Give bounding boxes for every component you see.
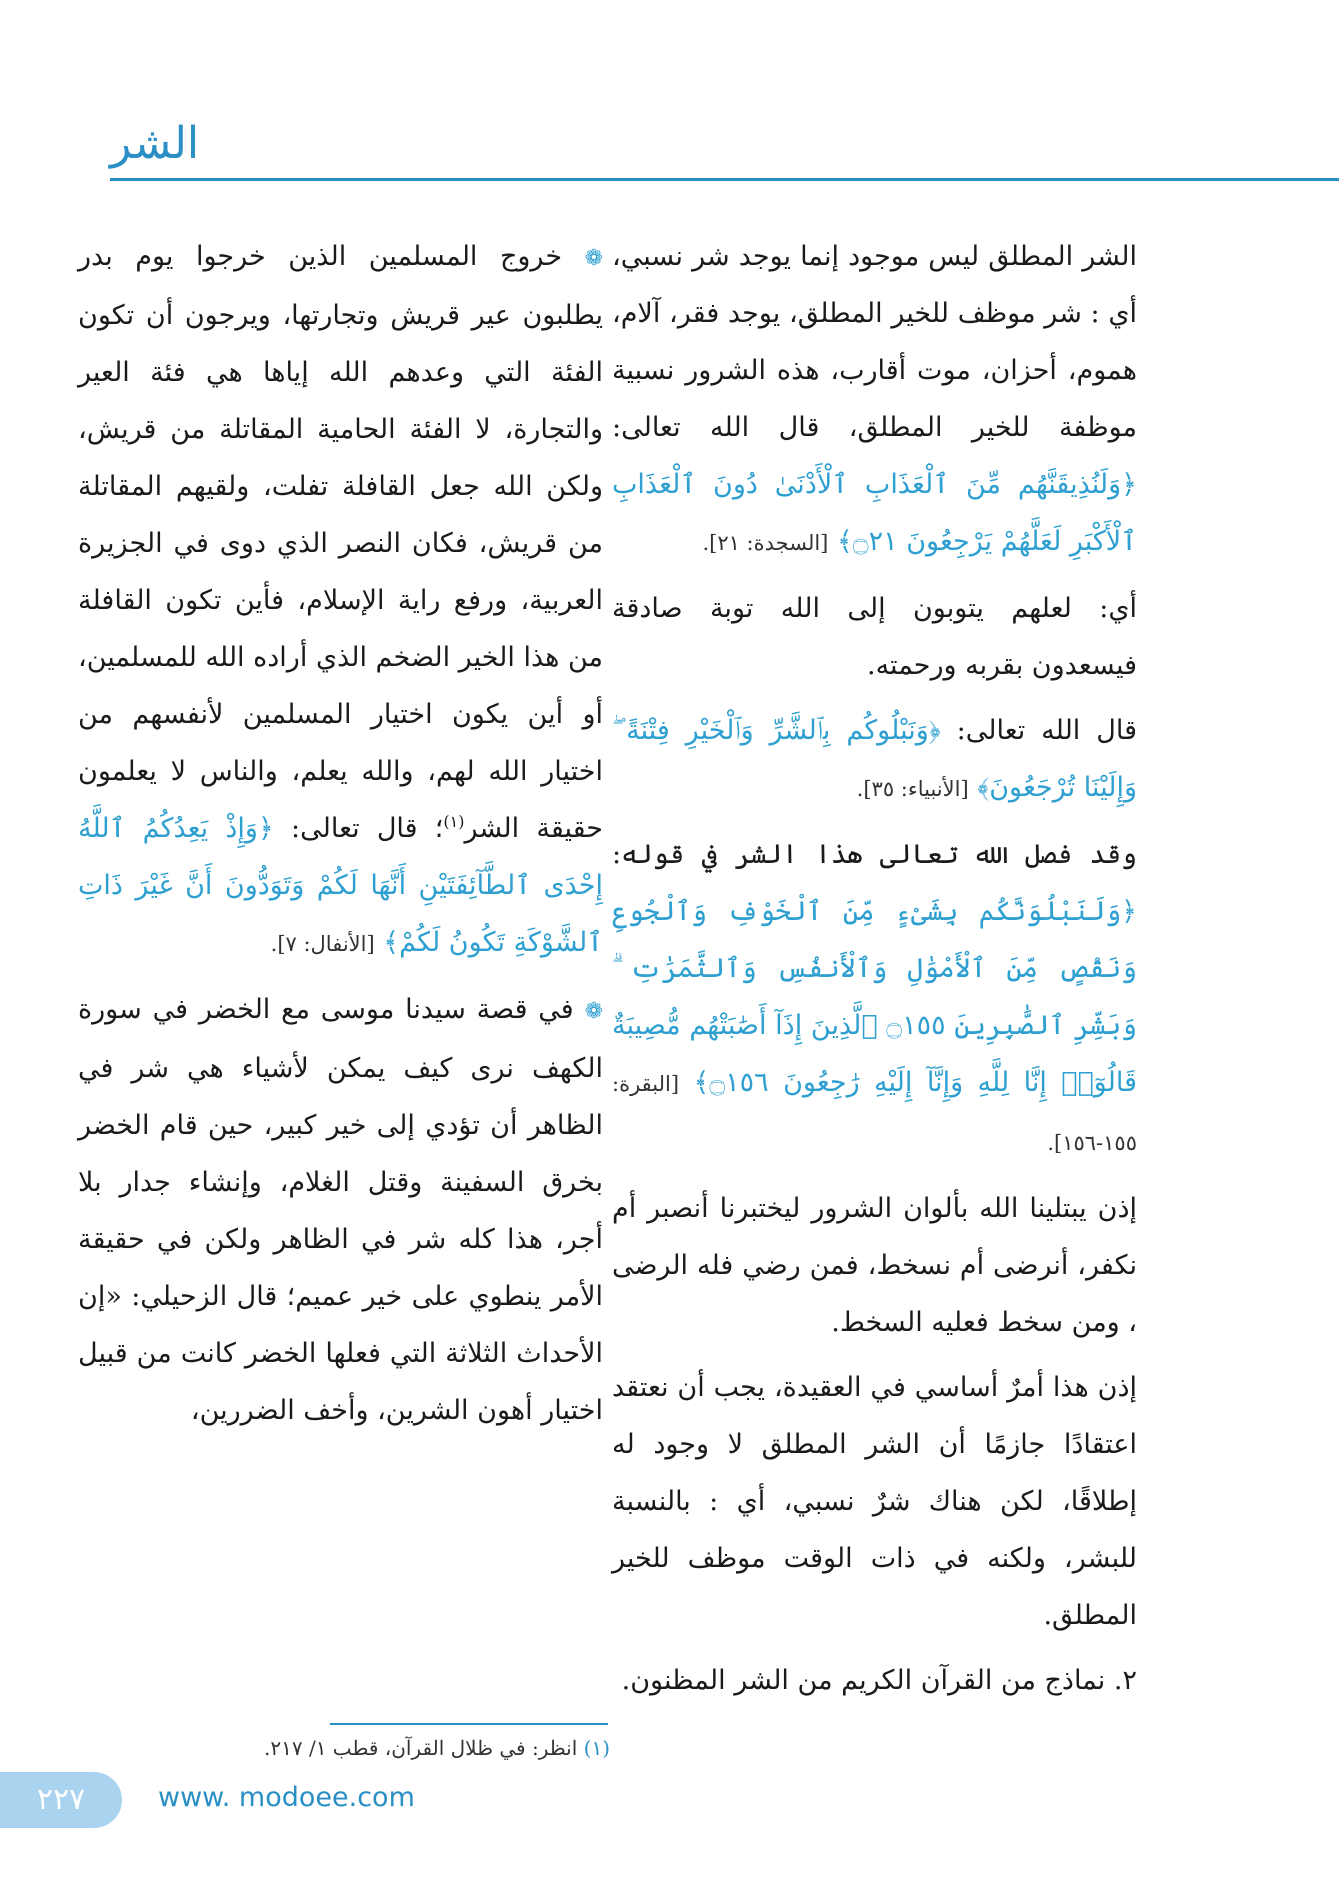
footnote-marker[interactable]: (١) (443, 812, 465, 831)
quran-verse: ﴿وَنَبْلُوكُم بِٱلشَّرِّ وَٱلْخَيْرِ فِتْنَةً ۖ وَإِلَيْنَا تُرْجَعُونَ﴾ (612, 715, 1137, 803)
page-number: ٢٢٧ (0, 1772, 122, 1828)
page-title: الشر (110, 118, 200, 169)
verse-reference: [الأنفال: ٧]. (270, 932, 375, 956)
paragraph-text: خروج المسلمين الذين خرجوا يوم بدر يطلبون عير قريش وتجارتها، ويرجون أن تكون الفئة التي وعدهم الله إياها هي فئة العير والتجارة، لا الفئة الحامية المقاتلة من قريش، ولكن الله جعل القافلة تفلت، ولقيهم المقاتلة من قريش، فكان النصر الذي دوى في الجزيرة العربية، ورفع راية الإسلام، فأين تكون القافلة من هذا الخير الضخم الذي أراده الله للمسلمين، أو أين يكون اختيار المسلمين لأنفسهم من اختيار الله لهم، والله يعلم، والناس لا يعلمون حقيقة الشر (78, 241, 603, 844)
footnote (140, 1736, 610, 1760)
paragraph-2: أي: لعلهم يتوبون إلى الله توبة صادقة فيسعدون بقربه ورحمته. (612, 593, 1137, 681)
left-column (78, 228, 603, 1447)
bullet-icon: ❁ (584, 999, 603, 1024)
section-heading: ٢. نماذج من القرآن الكريم من الشر المظنون. (621, 1665, 1137, 1696)
bullet-icon: ❁ (584, 246, 603, 271)
quran-verse: ﴿وَإِذْ يَعِدُكُمُ ٱللَّهُ إِحْدَى ٱلطَّآئِفَتَيْنِ أَنَّهَا لَكُمْ وَتَوَدُّونَ أَنَّ غَيْرَ ذَاتِ ٱلشَّوْكَةِ تَكُونُ لَكُمْ﴾ (78, 813, 603, 958)
paragraph-text: وقد فصل الله تعالى هذا الشر في قوله: (612, 839, 1137, 870)
verse-reference: [السجدة: ٢١]. (702, 531, 829, 555)
paragraph-3 (612, 702, 1137, 818)
paragraph-4 (612, 826, 1137, 1172)
bullet-item-2 (78, 981, 603, 1439)
footnote-number: (١) (583, 1736, 610, 1760)
paragraph-text: ؛ قال تعالى: (291, 813, 444, 844)
verse-reference: [الأنبياء: ٣٥]. (856, 777, 969, 801)
paragraph-5: إذن يبتلينا الله بألوان الشرور ليختبرنا أنصبر أم نكفر، أنرضى أم نسخط، فمن رضي فله الرضى ، ومن سخط فعليه السخط. (612, 1193, 1137, 1338)
paragraph-text: الشر المطلق ليس موجود إنما يوجد شر نسبي، أي : شر موظف للخير المطلق، يوجد فقر، آلام، هموم، أحزان، موت أقارب، هذه الشرور نسبية موظفة للخير المطلق، قال الله تعالى: (612, 241, 1137, 443)
right-column (612, 228, 1137, 1717)
quran-verse: ﴿وَلَنَبْلُوَنَّكُم بِشَىْءٍ مِّنَ ٱلْخَوْفِ وَٱلْجُوعِ وَنَقْصٍ مِّنَ ٱلْأَمْوَٰلِ وَٱلْأَنفُسِ وَٱلثَّمَرَٰتِ ۗ وَبَشِّرِ ٱلصَّٰبِرِينَ ۝١٥٥ ٱلَّذِينَ إِذَآ أَصَٰبَتْهُم مُّصِيبَةٌ قَالُوٓا۟ إِنَّا لِلَّهِ وَإِنَّآ إِلَيْهِ رَٰجِعُونَ ۝١٥٦﴾ (612, 896, 1137, 1098)
paragraph-1 (612, 228, 1137, 572)
quran-verse: ﴿وَلَنُذِيقَنَّهُم مِّنَ ٱلْعَذَابِ ٱلْأَدْنَىٰ دُونَ ٱلْعَذَابِ ٱلْأَكْبَرِ لَعَلَّهُمْ يَرْجِعُونَ ۝٢١﴾ (612, 469, 1137, 557)
paragraph-text: قال الله تعالى: (956, 715, 1137, 746)
verse-reference: [البقرة: ١٥٥-١٥٦]. (612, 1072, 1137, 1155)
footnote-rule (330, 1723, 608, 1725)
paragraph-text: في قصة سيدنا موسى مع الخضر في سورة الكهف نرى كيف يمكن لأشياء هي شر في الظاهر أن تؤدي إلى خير كبير، حين قام الخضر بخرق السفينة وقتل الغلام، وإنشاء جدار بلا أجر، هذا كله شر في الظاهر ولكن في حقيقة الأمر ينطوي على خير عميم؛ قال الزحيلي: «إن الأحداث الثلاثة التي فعلها الخضر كانت من قبيل اختيار أهون الشرين، وأخف الضررين، (78, 994, 603, 1426)
header-rule (110, 178, 1339, 181)
footnote-text: انظر: في ظلال القرآن، قطب ١/ ٢١٧. (264, 1736, 578, 1760)
website-link[interactable]: www. modoee.com (158, 1782, 415, 1813)
bullet-item-1 (78, 228, 603, 973)
paragraph-6: إذن هذا أمرٌ أساسي في العقيدة، يجب أن نعتقد اعتقادًا جازمًا أن الشر المطلق لا وجود له إطلاقًا، لكن هناك شرٌ نسبي، أي : بالنسبة للبشر، ولكنه في ذات الوقت موظف للخير المطلق. (612, 1372, 1137, 1631)
